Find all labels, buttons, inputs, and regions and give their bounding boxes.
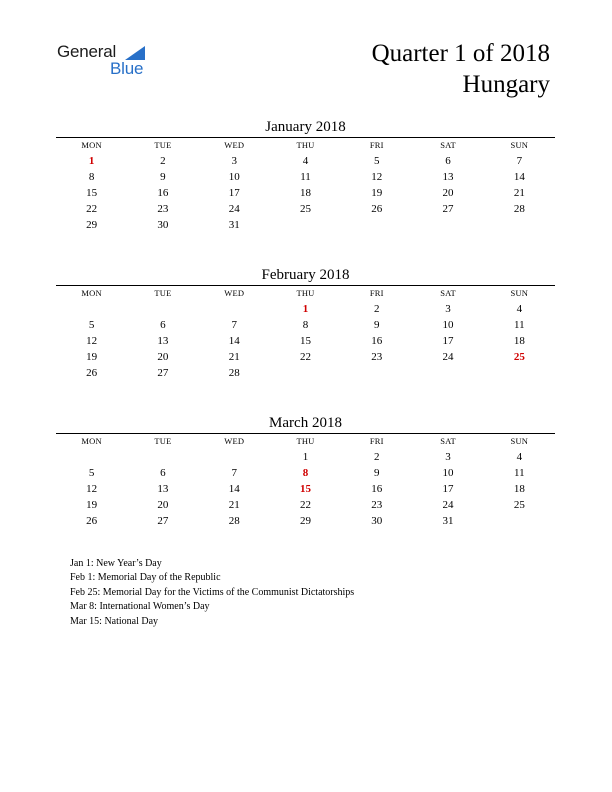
day-cell: 10 bbox=[228, 171, 240, 183]
day-cell: 5 bbox=[88, 467, 95, 479]
weekday-label: THU bbox=[296, 288, 315, 298]
week-row bbox=[56, 481, 555, 497]
day-cell: 28 bbox=[513, 203, 525, 215]
weekday-label: THU bbox=[296, 140, 315, 150]
logo bbox=[57, 42, 167, 86]
day-cell: 7 bbox=[231, 467, 237, 479]
day-cell: 9 bbox=[160, 171, 166, 183]
holiday-list bbox=[70, 557, 354, 629]
week-row bbox=[56, 217, 555, 233]
week-row bbox=[56, 333, 555, 349]
day-cell: 19 bbox=[371, 187, 383, 199]
weekday-label: WED bbox=[224, 288, 245, 298]
title-country: Hungary bbox=[462, 71, 550, 98]
holiday-item: Mar 8: International Women’s Day bbox=[70, 601, 210, 613]
day-cell: 27 bbox=[157, 367, 169, 379]
weekday-label: SAT bbox=[440, 140, 456, 150]
holiday-item: Feb 25: Memorial Day for the Victims of the Communist Dictatorships bbox=[70, 586, 355, 598]
day-cell: 15 bbox=[86, 187, 98, 199]
weekday-label: SAT bbox=[440, 288, 456, 298]
day-cell bbox=[270, 365, 341, 381]
day-cell: 26 bbox=[86, 367, 98, 379]
day-cell: 4 bbox=[516, 303, 523, 315]
week-row bbox=[56, 317, 555, 333]
day-cell: 8 bbox=[88, 171, 95, 183]
day-cell: 11 bbox=[300, 171, 311, 183]
month-title: January 2018 bbox=[265, 119, 346, 135]
day-cell: 6 bbox=[160, 319, 166, 331]
week-row bbox=[56, 301, 555, 317]
day-cell: 26 bbox=[371, 203, 383, 215]
weekday-label: MON bbox=[81, 140, 102, 150]
day-cell: 11 bbox=[514, 319, 525, 331]
day-cell: 13 bbox=[442, 171, 454, 183]
day-cell bbox=[127, 301, 198, 317]
day-cell: 24 bbox=[442, 351, 454, 363]
day-cell: 5 bbox=[88, 319, 95, 331]
month-calendar bbox=[56, 413, 555, 529]
week-row bbox=[56, 513, 555, 529]
day-cell: 13 bbox=[157, 335, 169, 347]
weekday-label: TUE bbox=[154, 436, 172, 446]
day-cell: 14 bbox=[228, 483, 240, 495]
day-cell: 3 bbox=[445, 303, 451, 315]
day-cell: 21 bbox=[513, 187, 525, 199]
day-cell bbox=[341, 217, 412, 233]
day-cell: 24 bbox=[442, 499, 454, 511]
day-cell: 23 bbox=[371, 351, 383, 363]
day-cell bbox=[56, 449, 127, 465]
week-row bbox=[56, 153, 555, 169]
weekday-label: MON bbox=[81, 288, 102, 298]
weekday-label: THU bbox=[296, 436, 315, 446]
day-cell: 12 bbox=[86, 483, 98, 495]
day-cell: 11 bbox=[514, 467, 525, 479]
day-cell: 31 bbox=[442, 515, 454, 527]
holiday-day-cell: 15 bbox=[299, 483, 311, 495]
day-cell: 29 bbox=[86, 219, 98, 231]
day-cell: 3 bbox=[445, 451, 451, 463]
day-cell bbox=[270, 217, 341, 233]
day-cell: 7 bbox=[516, 155, 523, 167]
day-cell: 23 bbox=[157, 203, 169, 215]
holiday-item: Jan 1: New Year’s Day bbox=[70, 558, 162, 569]
day-cell: 2 bbox=[160, 155, 166, 167]
day-cell: 13 bbox=[157, 483, 169, 495]
day-cell: 25 bbox=[299, 203, 311, 215]
day-cell: 9 bbox=[374, 467, 380, 479]
day-cell: 4 bbox=[302, 155, 309, 167]
day-cell bbox=[127, 449, 198, 465]
day-cell: 12 bbox=[86, 335, 98, 347]
month-grid bbox=[56, 433, 555, 529]
day-cell: 6 bbox=[445, 155, 451, 167]
week-row bbox=[56, 497, 555, 513]
month-calendar bbox=[56, 117, 555, 233]
week-row bbox=[56, 465, 555, 481]
day-cell: 19 bbox=[86, 499, 98, 511]
holiday-day-cell: 1 bbox=[302, 303, 309, 315]
month-grid bbox=[56, 137, 555, 233]
day-cell: 27 bbox=[157, 515, 169, 527]
day-cell: 31 bbox=[228, 219, 240, 231]
weekday-label: FRI bbox=[369, 288, 384, 298]
day-cell: 14 bbox=[228, 335, 240, 347]
day-cell: 28 bbox=[228, 367, 240, 379]
day-cell: 14 bbox=[513, 171, 525, 183]
day-cell: 3 bbox=[231, 155, 237, 167]
weekday-header-row bbox=[56, 286, 555, 301]
weekday-label: SUN bbox=[510, 140, 529, 150]
day-cell: 16 bbox=[371, 335, 383, 347]
day-cell: 15 bbox=[299, 335, 311, 347]
day-cell: 10 bbox=[442, 319, 454, 331]
weekday-label: SAT bbox=[440, 436, 456, 446]
week-row bbox=[56, 185, 555, 201]
day-cell bbox=[341, 365, 412, 381]
day-cell bbox=[484, 365, 555, 381]
day-cell bbox=[412, 365, 483, 381]
week-row bbox=[56, 365, 555, 381]
logo-blue-text: Blue bbox=[110, 59, 144, 78]
page-title bbox=[372, 38, 550, 100]
holiday-day-cell: 8 bbox=[302, 467, 309, 479]
holiday-day-cell: 25 bbox=[513, 351, 525, 363]
week-row bbox=[56, 349, 555, 365]
day-cell: 24 bbox=[228, 203, 240, 215]
holiday-day-cell: 1 bbox=[88, 155, 95, 167]
day-cell: 16 bbox=[157, 187, 169, 199]
day-cell bbox=[56, 301, 127, 317]
month-grid bbox=[56, 285, 555, 381]
day-cell: 18 bbox=[513, 483, 525, 495]
day-cell: 18 bbox=[513, 335, 525, 347]
day-cell: 17 bbox=[228, 187, 240, 199]
month-title: February 2018 bbox=[261, 267, 350, 283]
day-cell: 27 bbox=[442, 203, 454, 215]
day-cell: 22 bbox=[299, 499, 311, 511]
day-cell: 17 bbox=[442, 335, 454, 347]
weekday-label: TUE bbox=[154, 140, 172, 150]
day-cell bbox=[484, 217, 555, 233]
day-cell bbox=[484, 513, 555, 529]
day-cell bbox=[199, 449, 270, 465]
day-cell: 26 bbox=[86, 515, 98, 527]
day-cell: 21 bbox=[228, 499, 240, 511]
weekday-label: FRI bbox=[369, 436, 384, 446]
title-quarter: Quarter 1 of 2018 bbox=[371, 40, 550, 67]
weekday-header-row bbox=[56, 138, 555, 153]
day-cell: 22 bbox=[86, 203, 98, 215]
day-cell: 29 bbox=[299, 515, 311, 527]
day-cell: 17 bbox=[442, 483, 454, 495]
day-cell: 2 bbox=[374, 451, 380, 463]
weekday-label: TUE bbox=[154, 288, 172, 298]
weekday-label: WED bbox=[224, 140, 245, 150]
day-cell: 9 bbox=[374, 319, 380, 331]
week-row bbox=[56, 201, 555, 217]
logo-triangle-icon bbox=[125, 46, 145, 60]
day-cell: 23 bbox=[371, 499, 383, 511]
day-cell: 6 bbox=[160, 467, 166, 479]
day-cell: 25 bbox=[513, 499, 525, 511]
day-cell: 5 bbox=[374, 155, 380, 167]
day-cell: 20 bbox=[442, 187, 454, 199]
weekday-label: SUN bbox=[510, 288, 529, 298]
weekday-label: WED bbox=[224, 436, 245, 446]
day-cell: 30 bbox=[371, 515, 383, 527]
day-cell: 20 bbox=[157, 351, 169, 363]
day-cell: 12 bbox=[371, 171, 383, 183]
holiday-item: Mar 15: National Day bbox=[70, 615, 159, 627]
day-cell: 20 bbox=[157, 499, 169, 511]
day-cell: 21 bbox=[228, 351, 240, 363]
day-cell: 28 bbox=[228, 515, 240, 527]
week-row bbox=[56, 449, 555, 465]
day-cell: 16 bbox=[371, 483, 383, 495]
logo-general-text: General bbox=[57, 42, 117, 61]
day-cell: 1 bbox=[302, 451, 309, 463]
weekday-label: SUN bbox=[510, 436, 529, 446]
day-cell bbox=[412, 217, 483, 233]
day-cell: 10 bbox=[442, 467, 454, 479]
month-calendar bbox=[56, 265, 555, 381]
day-cell: 18 bbox=[299, 187, 311, 199]
day-cell: 2 bbox=[374, 303, 380, 315]
day-cell: 4 bbox=[516, 451, 523, 463]
week-row bbox=[56, 169, 555, 185]
holiday-item: Feb 1: Memorial Day of the Republic bbox=[70, 572, 221, 584]
weekday-label: MON bbox=[81, 436, 102, 446]
day-cell: 22 bbox=[299, 351, 311, 363]
day-cell: 30 bbox=[157, 219, 169, 231]
weekday-header-row bbox=[56, 434, 555, 449]
month-title: March 2018 bbox=[269, 415, 342, 431]
day-cell: 19 bbox=[86, 351, 98, 363]
day-cell: 8 bbox=[302, 319, 309, 331]
day-cell bbox=[199, 301, 270, 317]
day-cell: 7 bbox=[231, 319, 237, 331]
weekday-label: FRI bbox=[369, 140, 384, 150]
